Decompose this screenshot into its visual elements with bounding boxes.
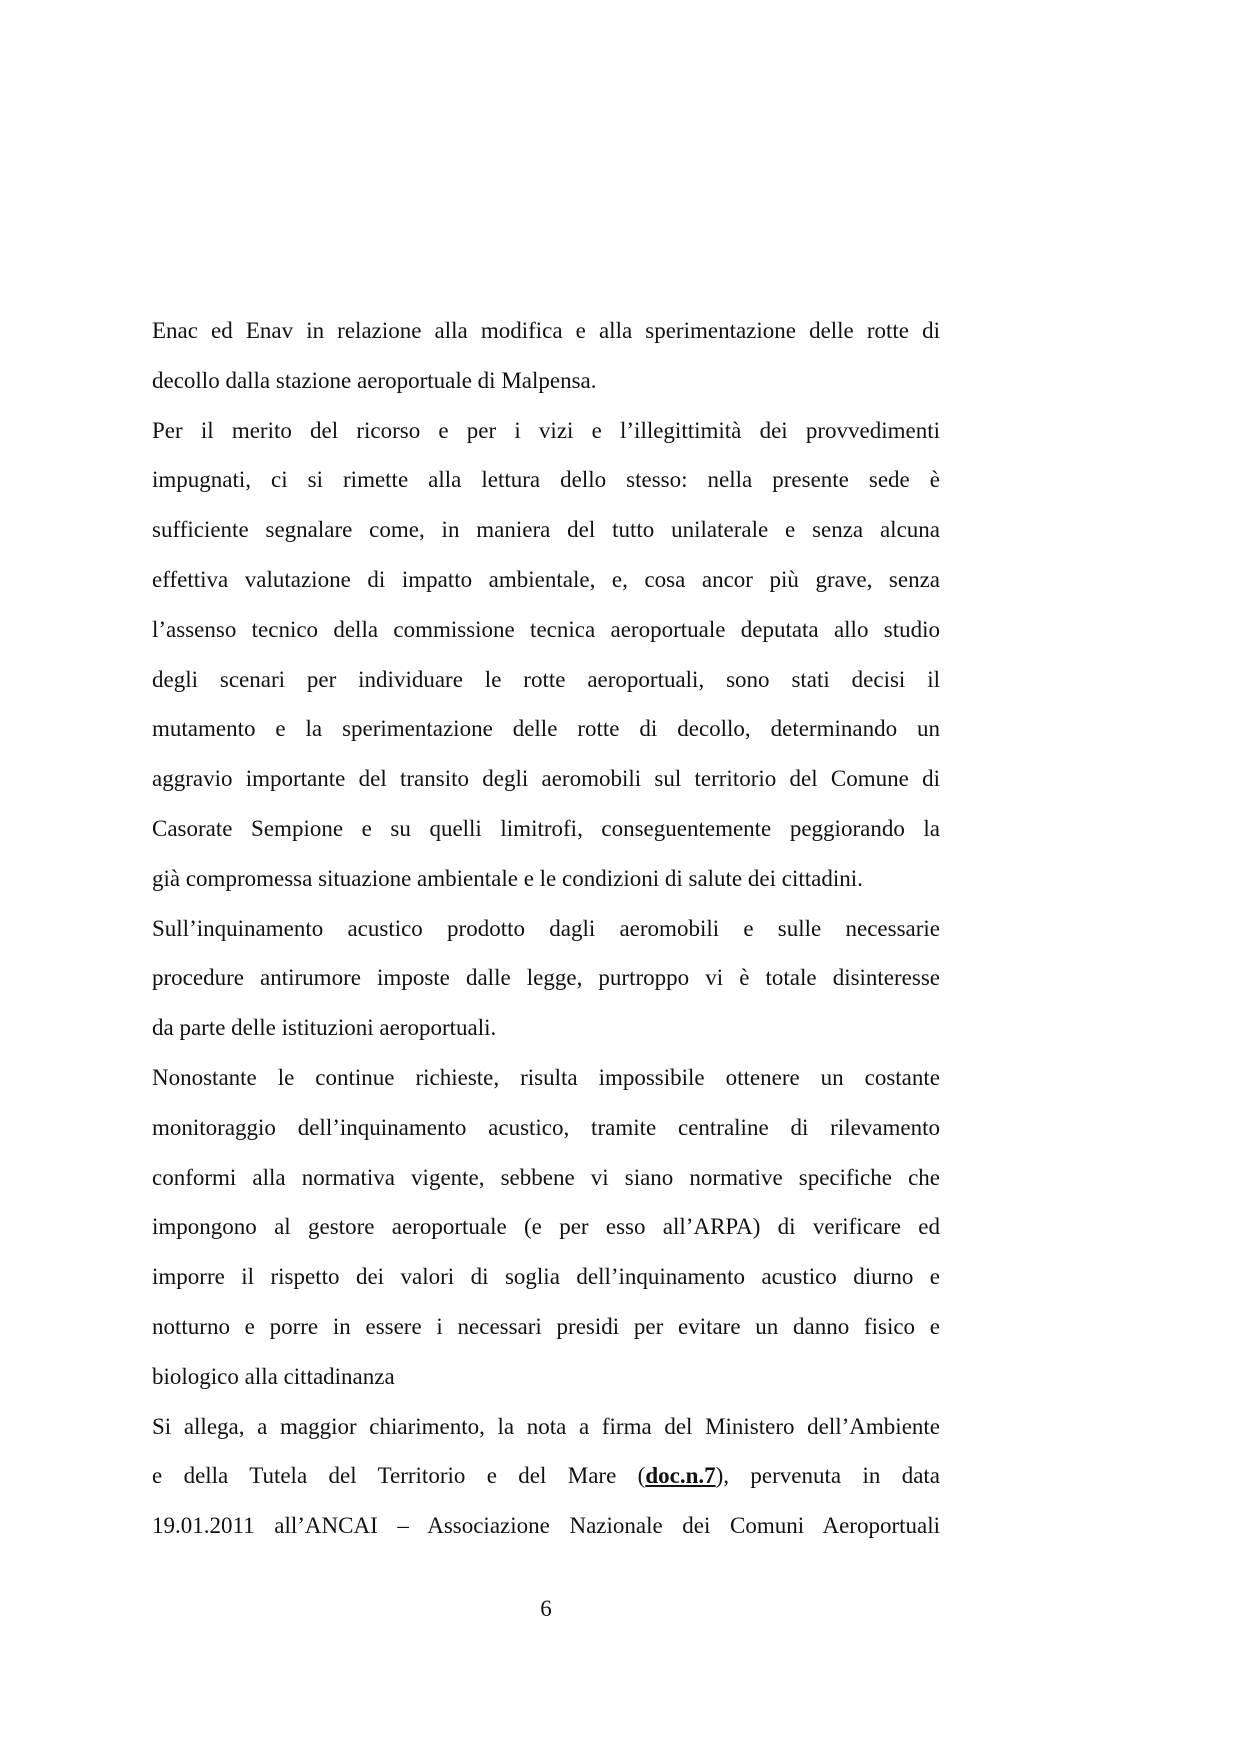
text-line-reference: [152, 1451, 940, 1501]
text-line: monitoraggio dell’inquinamento acustico, tramite centraline di rilevamento: [152, 1114, 940, 1140]
text-line: aggravio importante del transito degli aeromobili sul territorio del Comune di: [152, 766, 940, 792]
text-line: biologico alla cittadinanza: [152, 1363, 395, 1389]
text-line: Si allega, a maggior chiarimento, la nota a firma del Ministero dell’Ambiente: [152, 1413, 940, 1439]
text-line-reference-before: e della Tutela del Territorio e del Mare (: [152, 1463, 646, 1489]
text-line: già compromessa situazione ambientale e le condizioni di salute dei cittadini.: [152, 865, 863, 891]
text-line: effettiva valutazione di impatto ambientale, e, cosa ancor più grave, senza: [152, 566, 940, 592]
text-line-final: 19.01.2011 all’ANCAI – Associazione Nazionale dei Comuni Aeroportuali: [152, 1513, 940, 1539]
body-text: [152, 306, 940, 1551]
document-reference-link[interactable]: doc.n.7: [645, 1463, 716, 1489]
text-line: Per il merito del ricorso e per i vizi e l’illegittimità dei provvedimenti: [152, 417, 940, 443]
text-line: da parte delle istituzioni aeroportuali.: [152, 1015, 497, 1041]
text-line: notturno e porre in essere i necessari presidi per evitare un danno fisico e: [152, 1313, 940, 1339]
text-line: Nonostante le continue richieste, risulta impossibile ottenere un costante: [152, 1064, 940, 1090]
text-line: imporre il rispetto dei valori di soglia dell’inquinamento acustico diurno e: [152, 1264, 940, 1290]
text-line: conformi alla normativa vigente, sebbene vi siano normative specifiche che: [152, 1164, 940, 1190]
text-line: l’assenso tecnico della commissione tecnica aeroportuale deputata allo studio: [152, 616, 940, 642]
text-line: degli scenari per individuare le rotte aeroportuali, sono stati decisi il: [152, 666, 940, 692]
text-line: decollo dalla stazione aeroportuale di Malpensa.: [152, 367, 597, 393]
text-line-reference-after: ), pervenuta in data: [715, 1463, 941, 1489]
text-line: impugnati, ci si rimette alla lettura dello stesso: nella presente sede è: [152, 467, 940, 493]
paragraph-lines: [152, 306, 940, 1451]
text-line: sufficiente segnalare come, in maniera del tutto unilaterale e senza alcuna: [152, 517, 940, 543]
text-line: Casorate Sempione e su quelli limitrofi, conseguentemente peggiorando la: [152, 815, 940, 841]
text-line: Enac ed Enav in relazione alla modifica e alla sperimentazione delle rotte di: [152, 318, 940, 343]
text-line: impongono al gestore aeroportuale (e per esso all’ARPA) di verificare ed: [152, 1214, 940, 1240]
text-line: procedure antirumore imposte dalle legge, purtroppo vi è totale disinteresse: [152, 965, 940, 991]
page-number: 6: [540, 1596, 552, 1621]
text-line: mutamento e la sperimentazione delle rotte di decollo, determinando un: [152, 716, 940, 742]
text-line: Sull’inquinamento acustico prodotto dagli aeromobili e sulle necessarie: [152, 915, 940, 941]
